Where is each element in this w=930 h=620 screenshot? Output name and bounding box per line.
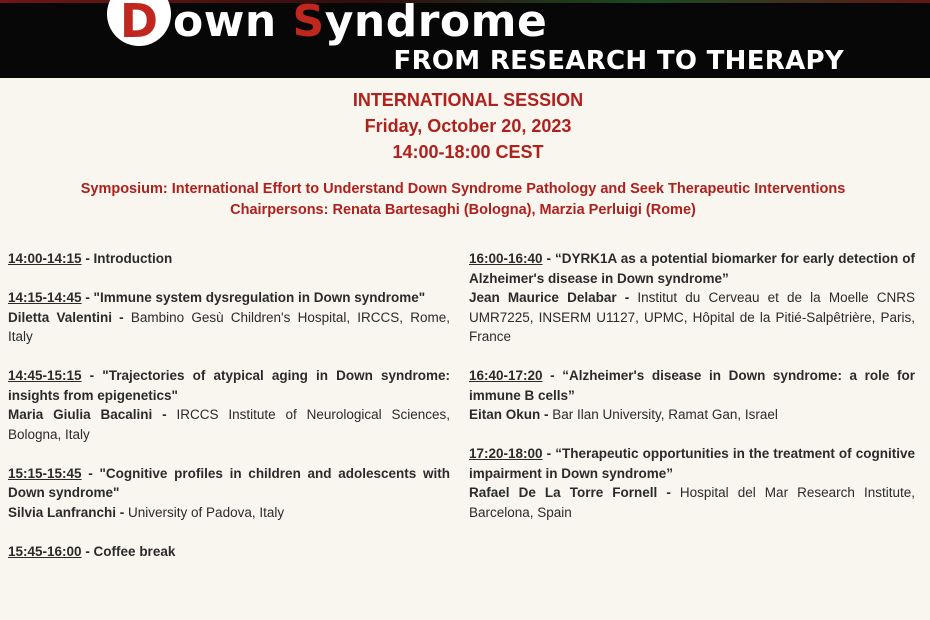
session-info bbox=[0, 87, 930, 165]
title-part-yndrome: yndrome bbox=[324, 0, 548, 47]
program-time: 14:15-14:45 bbox=[8, 290, 82, 305]
program-talk: - Coffee break bbox=[81, 543, 176, 559]
program-time: 16:40-17:20 bbox=[469, 368, 543, 383]
program-talk: - "Immune system dysregulation in Down syndrome" bbox=[81, 290, 426, 305]
title-part-own: own bbox=[173, 0, 293, 47]
program-time: 15:15-15:45 bbox=[8, 465, 82, 481]
program-item bbox=[8, 288, 450, 347]
program-talk: - “Therapeutic opportunities in the treatment of cognitive impairment in Down syndrome” bbox=[469, 446, 915, 481]
session-name: INTERNATIONAL SESSION bbox=[352, 90, 584, 110]
program-affiliation: Institut du Cerveau et de la Moelle CNRS UMR7225, INSERM U1127, UPMC, Hôpital de la Pitié-Salpêtrière, Paris, France bbox=[469, 290, 915, 344]
program-left-column bbox=[8, 249, 450, 581]
program-talk: - "Cognitive profiles in children and adolescents with Down syndrome" bbox=[8, 465, 450, 500]
program-talk: - Introduction bbox=[81, 251, 173, 266]
program-time: 17:20-18:00 bbox=[469, 446, 543, 461]
logo-letter: D bbox=[119, 0, 159, 48]
program-item bbox=[8, 464, 450, 523]
program-item bbox=[469, 366, 915, 425]
symposium-chairs: Chairpersons: Renata Bartesaghi (Bologna), Marzia Perluigi (Rome) bbox=[230, 202, 696, 218]
program-speaker: Diletta Valentini - bbox=[8, 309, 124, 325]
session-date: Friday, October 20, 2023 bbox=[364, 116, 572, 136]
program-affiliation: Hospital del Mar Research Institute, Barcelona, Spain bbox=[469, 485, 915, 520]
program-time: 14:00-14:15 bbox=[8, 251, 82, 266]
program-affiliation: University of Padova, Italy bbox=[124, 504, 285, 520]
session-time: 14:00-18:00 CEST bbox=[392, 142, 544, 162]
program-item bbox=[8, 542, 450, 562]
program-time: 16:00-16:40 bbox=[469, 251, 543, 266]
program-speaker: Maria Giulia Bacalini - bbox=[8, 407, 167, 422]
program-speaker: Silvia Lanfranchi - bbox=[8, 504, 125, 520]
logo-circle bbox=[107, 0, 171, 46]
program-affiliation: Bambino Gesù Children's Hospital, IRCCS, Rome, Italy bbox=[8, 309, 450, 344]
program-right-column bbox=[469, 249, 915, 542]
program-time: 14:45-15:15 bbox=[8, 368, 82, 383]
program-talk: - “Alzheimer's disease in Down syndrome: a role for immune B cells” bbox=[469, 368, 915, 403]
program-speaker: Jean Maurice Delabar - bbox=[469, 290, 630, 305]
program-speaker: Rafael De La Torre Fornell - bbox=[469, 485, 671, 500]
symposium-title: Symposium: International Effort to Understand Down Syndrome Pathology and Seek Therapeutic Interventions bbox=[80, 181, 846, 197]
program-item bbox=[8, 366, 450, 444]
program-item bbox=[8, 249, 450, 269]
title-letter-s: S bbox=[292, 0, 325, 47]
event-subtitle: FROM RESEARCH TO THERAPY bbox=[393, 46, 844, 76]
program-item bbox=[469, 444, 915, 522]
event-title bbox=[173, 0, 547, 50]
program-talk: - “DYRK1A as a potential biomarker for early detection of Alzheimer's disease in Down syndrome” bbox=[469, 251, 915, 286]
symposium-info bbox=[0, 179, 926, 221]
program-affiliation: IRCCS Institute of Neurological Sciences, Bologna, Italy bbox=[8, 407, 450, 442]
program-affiliation: Bar Ilan University, Ramat Gan, Israel bbox=[548, 407, 778, 422]
header-banner bbox=[0, 0, 930, 78]
program-speaker: Eitan Okun - bbox=[469, 407, 549, 422]
program-talk: - "Trajectories of atypical aging in Down syndrome: insights from epigenetics" bbox=[8, 368, 450, 403]
program-item bbox=[469, 249, 915, 347]
program-time: 15:45-16:00 bbox=[8, 543, 82, 559]
